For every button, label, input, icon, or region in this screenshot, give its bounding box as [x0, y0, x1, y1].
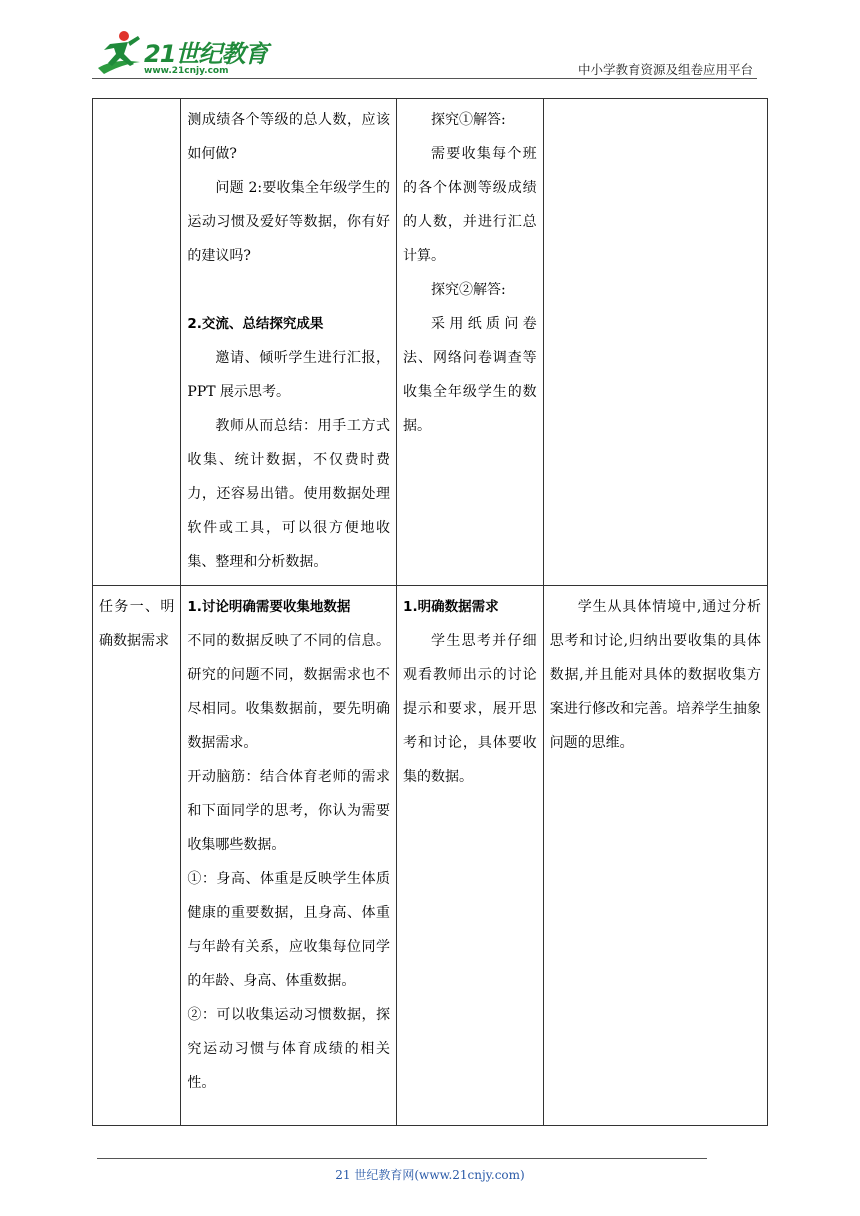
task-cell — [93, 586, 181, 1126]
site-logo[interactable] — [94, 28, 268, 80]
student-text: 采用纸质问卷法、网络问卷调查等收集全年级学生的数据。 — [403, 316, 537, 434]
activity-text: 教师从而总结：用手工方式收集、统计数据，不仅费时费力，还容易出错。使用数据处理软件或工具，可以很方便地收集、整理和分析数据。 — [187, 418, 391, 570]
section-heading: 1.讨论明确需要收集地数据 — [187, 599, 351, 615]
intent-text: 学生从具体情境中,通过分析思考和讨论,归纳出要收集的具体数据,并且能对具体的数据收集方案进行修改和完善。培养学生抽象问题的思维。 — [549, 599, 761, 751]
activity-text: ①：身高、体重是反映学生体质健康的重要数据，且身高、体重与年龄有关系，应收集每位同学的年龄、身高、体重数据。 — [187, 871, 391, 989]
header-divider — [92, 78, 757, 79]
table-row — [93, 586, 768, 1126]
footer-link[interactable]: 21 世纪教育网(www.21cnjy.com) — [335, 1168, 525, 1182]
activity-text: 测成绩各个等级的总人数，应该如何做? — [187, 112, 391, 162]
student-text: 探究①解答: — [431, 112, 506, 128]
task-cell — [93, 99, 181, 586]
footer-divider — [97, 1158, 707, 1159]
activity-text: 问题 2:要收集全年级学生的运动习惯及爱好等数据，你有好的建议吗? — [187, 180, 391, 264]
table-row — [93, 99, 768, 586]
logo-brand-text: 21世纪教育 — [144, 40, 268, 68]
design-intent-cell — [543, 99, 767, 586]
lesson-plan-table — [92, 98, 768, 1126]
activity-text: 邀请、倾听学生进行汇报，PPT 展示思考。 — [187, 350, 391, 400]
platform-title: 中小学教育资源及组卷应用平台 — [578, 62, 754, 77]
design-intent-cell — [543, 586, 767, 1126]
student-text: 需要收集每个班的各个体测等级成绩的人数，并进行汇总计算。 — [403, 146, 537, 264]
runner-logo-icon — [94, 28, 146, 78]
section-heading: 2.交流、总结探究成果 — [187, 316, 324, 332]
student-text: 探究②解答: — [431, 282, 506, 298]
logo-site-url: www.21cnjy.com — [144, 66, 229, 76]
task-label: 任务一、明确数据需求 — [99, 599, 175, 649]
teacher-activity-cell — [181, 586, 397, 1126]
student-text: 学生思考并仔细观看教师出示的讨论提示和要求，展开思考和讨论，具体要收集的数据。 — [403, 633, 537, 785]
section-heading: 1.明确数据需求 — [403, 599, 499, 615]
page-header — [0, 0, 860, 90]
student-activity-cell — [397, 586, 544, 1126]
activity-text: 开动脑筋：结合体育老师的需求和下面同学的思考，你认为需要收集哪些数据。 — [187, 769, 391, 853]
activity-text: 不同的数据反映了不同的信息。研究的问题不同，数据需求也不尽相同。收集数据前，要先明确数据需求。 — [187, 633, 391, 751]
teacher-activity-cell — [181, 99, 397, 586]
student-activity-cell — [397, 99, 544, 586]
activity-text: ②：可以收集运动习惯数据，探究运动习惯与体育成绩的相关性。 — [187, 1007, 391, 1091]
